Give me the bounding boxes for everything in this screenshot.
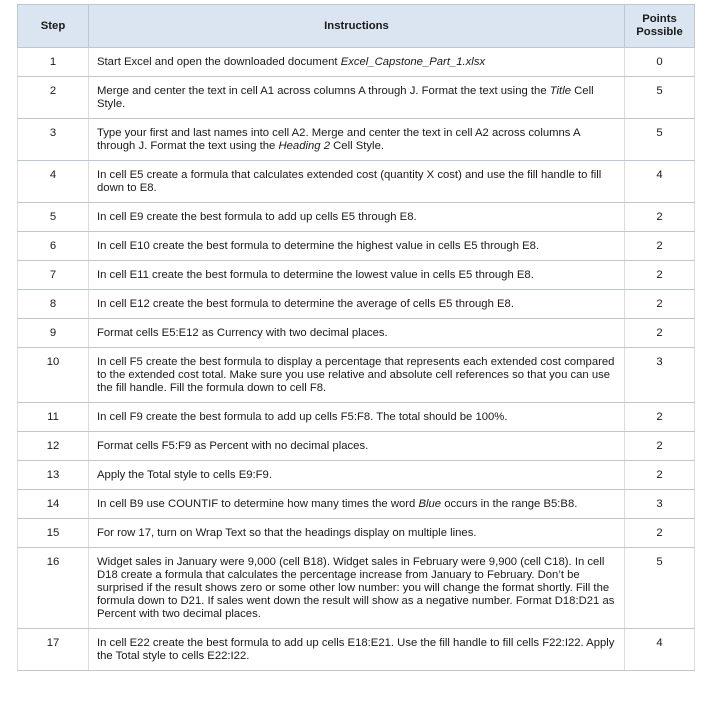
table-row: [18, 519, 695, 548]
step-number: 3: [18, 119, 89, 161]
instruction-text: In cell E11 create the best formula to determine the lowest value in cells E5 through E8.: [89, 261, 625, 290]
points-value: 2: [625, 261, 695, 290]
points-value: 2: [625, 461, 695, 490]
points-value: 3: [625, 348, 695, 403]
instruction-text: Merge and center the text in cell A1 across columns A through J. Format the text using the Title Cell Style.: [89, 77, 625, 119]
table-row: [18, 203, 695, 232]
points-value: 0: [625, 48, 695, 77]
instruction-text: In cell E12 create the best formula to determine the average of cells E5 through E8.: [89, 290, 625, 319]
step-number: 4: [18, 161, 89, 203]
points-value: 2: [625, 519, 695, 548]
table-row: [18, 261, 695, 290]
italic-term: Heading 2: [278, 140, 330, 152]
step-number: 12: [18, 432, 89, 461]
instructions-table-container: [17, 4, 694, 671]
points-value: 2: [625, 232, 695, 261]
table-row: [18, 348, 695, 403]
step-number: 10: [18, 348, 89, 403]
table-row: [18, 461, 695, 490]
instruction-text: Format cells E5:E12 as Currency with two decimal places.: [89, 319, 625, 348]
table-row: [18, 403, 695, 432]
header-points-possible: Points Possible: [625, 5, 695, 48]
header-instructions: Instructions: [89, 5, 625, 48]
points-value: 2: [625, 290, 695, 319]
points-value: 5: [625, 77, 695, 119]
instruction-text: In cell F5 create the best formula to display a percentage that represents each extended cost compared to the extended cost total. Make sure you use relative and absolute cell references so that you can use the fill handle. Fill the formula down to cell F8.: [89, 348, 625, 403]
table-row: [18, 290, 695, 319]
step-number: 7: [18, 261, 89, 290]
italic-term: Excel_Capstone_Part_1.xlsx: [340, 56, 486, 68]
table-row: [18, 119, 695, 161]
instruction-text: For row 17, turn on Wrap Text so that the headings display on multiple lines.: [89, 519, 625, 548]
step-number: 2: [18, 77, 89, 119]
step-number: 1: [18, 48, 89, 77]
points-value: 5: [625, 548, 695, 629]
instruction-text: In cell E5 create a formula that calculates extended cost (quantity X cost) and use the fill handle to fill down to E8.: [89, 161, 625, 203]
instruction-text: Start Excel and open the downloaded document Excel_Capstone_Part_1.xlsx: [89, 48, 625, 77]
step-number: 17: [18, 629, 89, 671]
table-row: [18, 48, 695, 77]
step-number: 9: [18, 319, 89, 348]
table-row: [18, 161, 695, 203]
step-number: 14: [18, 490, 89, 519]
header-step: Step: [18, 5, 89, 48]
table-body: [18, 48, 695, 671]
instruction-text: In cell E9 create the best formula to add up cells E5 through E8.: [89, 203, 625, 232]
step-number: 11: [18, 403, 89, 432]
step-number: 15: [18, 519, 89, 548]
table-row: [18, 548, 695, 629]
italic-term: Title: [549, 85, 571, 97]
table-row: [18, 319, 695, 348]
instruction-text: Widget sales in January were 9,000 (cell B18). Widget sales in February were 9,900 (cell C18). In cell D18 create a formula that calculates the percentage increase from January to February. Don’t be surprised if the result shows zero or some other low number: you will change the format shortly. Fill the formula down to D21. If sales went down the result will show as a negative number. Format D18:D21 as Percent with two decimal places.: [89, 548, 625, 629]
step-number: 6: [18, 232, 89, 261]
table-row: [18, 490, 695, 519]
instruction-text: In cell F9 create the best formula to add up cells F5:F8. The total should be 100%.: [89, 403, 625, 432]
points-value: 2: [625, 432, 695, 461]
points-value: 3: [625, 490, 695, 519]
step-number: 8: [18, 290, 89, 319]
instruction-text: In cell E10 create the best formula to determine the highest value in cells E5 through E8.: [89, 232, 625, 261]
table-row: [18, 432, 695, 461]
instructions-table: [17, 4, 695, 671]
step-number: 5: [18, 203, 89, 232]
instruction-text: Type your first and last names into cell A2. Merge and center the text in cell A2 across columns A through J. Format the text using the Heading 2 Cell Style.: [89, 119, 625, 161]
points-value: 5: [625, 119, 695, 161]
instruction-text: Apply the Total style to cells E9:F9.: [89, 461, 625, 490]
italic-term: Blue: [418, 498, 442, 510]
table-row: [18, 629, 695, 671]
step-number: 13: [18, 461, 89, 490]
points-value: 2: [625, 203, 695, 232]
points-value: 2: [625, 319, 695, 348]
table-row: [18, 77, 695, 119]
table-header-row: [18, 5, 695, 48]
step-number: 16: [18, 548, 89, 629]
instruction-text: Format cells F5:F9 as Percent with no decimal places.: [89, 432, 625, 461]
table-row: [18, 232, 695, 261]
points-value: 4: [625, 629, 695, 671]
instruction-text: In cell B9 use COUNTIF to determine how many times the word Blue occurs in the range B5:B8.: [89, 490, 625, 519]
points-value: 4: [625, 161, 695, 203]
instruction-text: In cell E22 create the best formula to add up cells E18:E21. Use the fill handle to fill cells F22:I22. Apply the Total style to cells E22:I22.: [89, 629, 625, 671]
points-value: 2: [625, 403, 695, 432]
